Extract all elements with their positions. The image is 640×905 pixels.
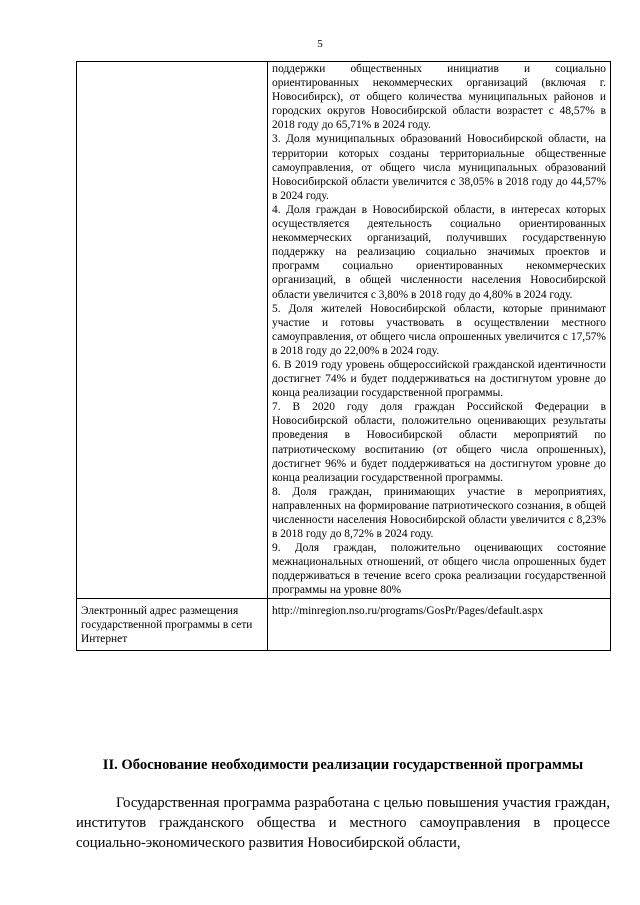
indicator-item: 6. В 2019 году уровень общероссийской гражданской идентичности достигнет 74% и будет поддерживаться на достигнутом уровне до конца реализации государственной программы. (272, 358, 606, 400)
internet-address-link[interactable]: http://minregion.nso.ru/programs/GosPr/Pages/default.aspx (268, 598, 611, 650)
program-passport-table (76, 61, 611, 651)
indicator-item: 9. Доля граждан, положительно оценивающих состояние межнациональных отношений, от общего числа опрошенных будет поддерживаться в течение всего срока реализации государственной программы на уровне 80% (272, 542, 606, 597)
indicator-item: 4. Доля граждан в Новосибирской области, в интересах которых осуществляется деятельность социально ориентированных некоммерческих организаций, получивших государственную поддержку на реализацию социально значимых проектов и программ социально ориентированных некоммерческих организаций, в общей численности населения Новосибирской области увеличится с 3,80% в 2018 году до 4,80% в 2024 году. (272, 203, 606, 301)
indicator-item: 7. В 2020 году доля граждан Российской Федерации в Новосибирской области, положительно оценивающих результаты проведения в Новосибирской области мероприятий по патриотическому воспитанию (от общего числа опрошенных), достигнет 96% и будет поддерживаться на достигнутом уровне до конца реализации государственной программы. (272, 401, 606, 484)
indicator-item: 8. Доля граждан, принимающих участие в мероприятиях, направленных на формирование патриотического сознания, в общей численности населения Новосибирской области увеличится с 8,23% в 2018 году до 8,72% в 2024 году. (272, 485, 606, 541)
indicator-item: поддержки общественных инициатив и социально ориентированных некоммерческих организаций (включая г. Новосибирск), от общего количества муниципальных районов и городских округов Новосибирской области возрастет с 48,57% в 2018 году до 65,71% в 2024 году. (272, 63, 606, 132)
indicator-item: 3. Доля муниципальных образований Новосибирской области, на территории которых созданы территориальные общественные самоуправления, от общего числа муниципальных образований Новосибирской области увеличится с 38,05% в 2018 году до 44,57% в 2024 году. (272, 133, 606, 202)
section-title: II. Обоснование необходимости реализации государственной программы (102, 757, 584, 773)
internet-address-label: Электронный адрес размещения государственной программы в сети Интернет (77, 598, 268, 650)
indicator-item: 5. Доля жителей Новосибирской области, которые принимают участие и готовы участвовать в осуществлении местного самоуправления, от общего числа опрошенных увеличится с 17,57% в 2018 году до 22,00% в 2024 году. (272, 302, 606, 357)
table-row (77, 598, 611, 650)
body-paragraph: Государственная программа разработана с целью повышения участия граждан, институтов гражданского общества и местного самоуправления в процессе социально-экономического развития Новосибирской области, (76, 795, 610, 851)
empty-label-cell (77, 62, 268, 599)
table-row (77, 62, 611, 599)
page-number: 5 (317, 38, 323, 50)
target-indicators-cell (268, 62, 611, 599)
